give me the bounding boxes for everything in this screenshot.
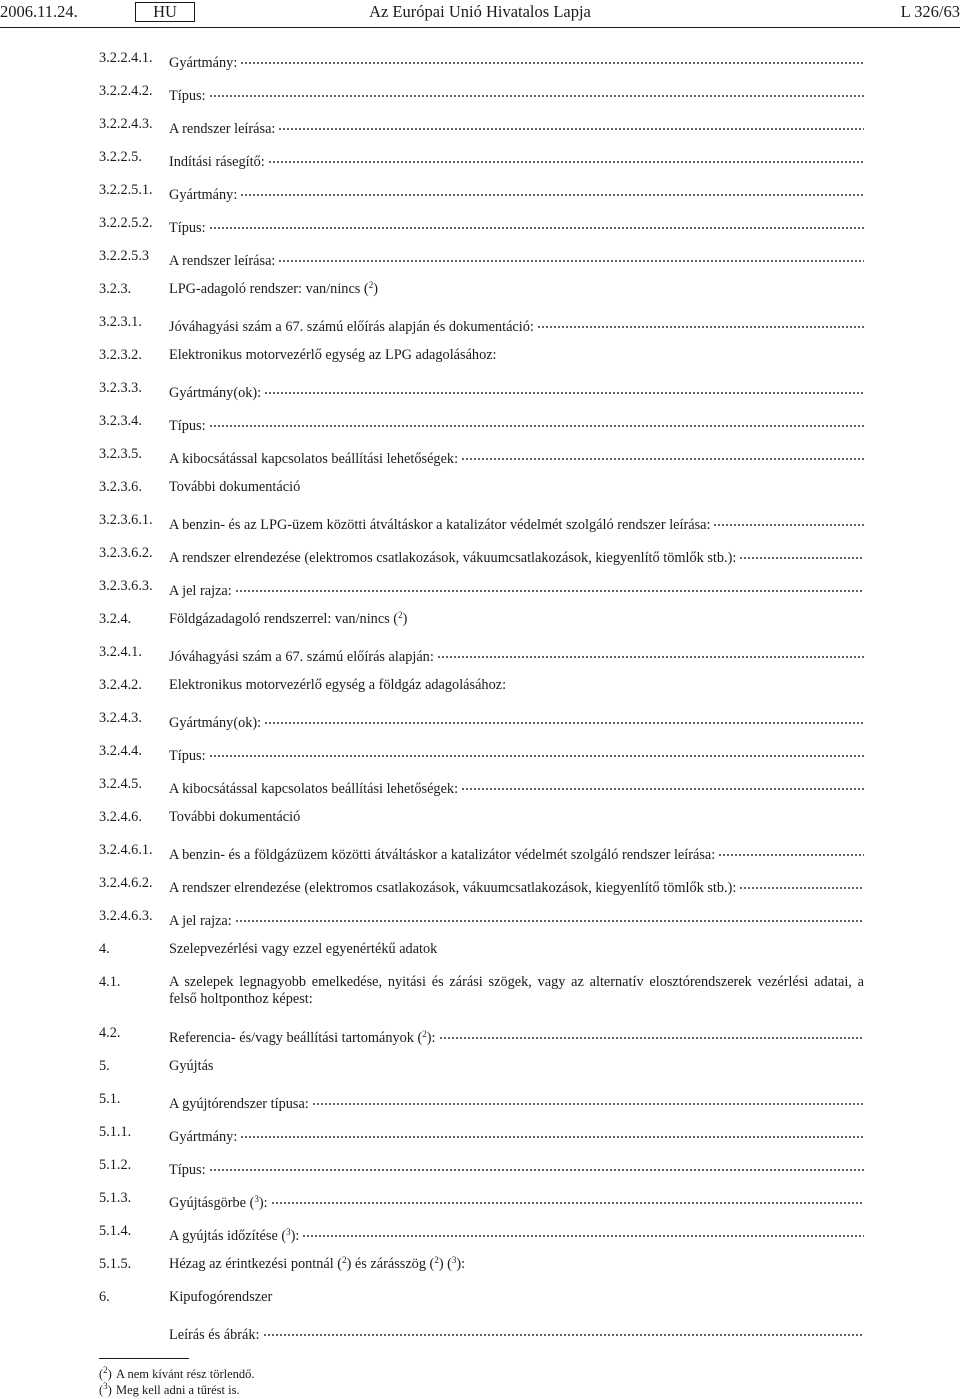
entry-label: További dokumentáció bbox=[169, 809, 301, 825]
entry-number: 3.2.4.2. bbox=[99, 677, 142, 693]
entry-label: A kibocsátással kapcsolatos beállítási lehetőségek: bbox=[169, 451, 459, 467]
dotted-fill-line bbox=[240, 50, 864, 67]
entry-number: 4. bbox=[99, 941, 110, 957]
entry-text bbox=[169, 413, 864, 435]
entry-text bbox=[169, 743, 864, 765]
entry-number: 3.2.4.6.1. bbox=[99, 842, 153, 858]
footnote-ref: 2 bbox=[103, 1365, 108, 1375]
entry-number: 3.2.3.6.1. bbox=[99, 512, 153, 528]
journal-title: Az Európai Unió Hivatalos Lapja bbox=[369, 2, 591, 21]
entry-label: Leírás és ábrák: bbox=[169, 1327, 260, 1343]
entry-label: A rendszer leírása: bbox=[169, 121, 276, 137]
footnote-rule bbox=[99, 1358, 189, 1359]
entry-text bbox=[169, 1289, 864, 1306]
entry-text bbox=[169, 809, 864, 826]
entry-label: Földgázadagoló rendszerrel: van/nincs ($^2$) bbox=[169, 610, 408, 627]
entry-label: Típus: bbox=[169, 418, 206, 434]
entry-text bbox=[169, 248, 864, 270]
entry-label: Típus: bbox=[169, 220, 206, 236]
entry-number: 6. bbox=[99, 1289, 110, 1305]
entry-text bbox=[169, 1157, 864, 1179]
entry-label: A jel rajza: bbox=[169, 583, 232, 599]
entry-number: 5.1.4. bbox=[99, 1223, 132, 1239]
dotted-fill-line bbox=[263, 1322, 864, 1339]
entry-number: 3.2.4.6. bbox=[99, 809, 142, 825]
entry-text bbox=[169, 1322, 864, 1344]
entry-label: Kipufogórendszer bbox=[169, 1289, 273, 1305]
dotted-fill-line bbox=[461, 776, 864, 793]
dotted-fill-line bbox=[278, 248, 864, 265]
entry-number: 3.2.3. bbox=[99, 281, 132, 297]
entry-label: A rendszer elrendezése (elektromos csatlakozások, vákuumcsatlakozások, kiegyenlítő tömlők stb.): bbox=[169, 550, 737, 566]
entry-number: 5.1.3. bbox=[99, 1190, 132, 1206]
entry-text bbox=[169, 1058, 864, 1075]
entry-text bbox=[169, 1190, 864, 1212]
entry-number: 3.2.3.1. bbox=[99, 314, 142, 330]
entry-label: Elektronikus motorvezérlő egység az LPG adagolásához: bbox=[169, 347, 497, 363]
dotted-fill-line bbox=[537, 314, 864, 331]
dotted-fill-line bbox=[268, 149, 864, 166]
footnote-ref: 2 bbox=[398, 610, 403, 620]
entry-number: 3.2.2.4.2. bbox=[99, 83, 153, 99]
footnote-ref: 3 bbox=[286, 1227, 291, 1237]
dotted-fill-line bbox=[718, 842, 864, 859]
entry-text bbox=[169, 380, 864, 402]
footnote-ref: 2 bbox=[434, 1255, 439, 1265]
entry-text bbox=[169, 1025, 864, 1047]
entry-label: Gyártmány: bbox=[169, 1129, 238, 1145]
entry-number: 3.2.3.6. bbox=[99, 479, 142, 495]
dotted-fill-line bbox=[264, 710, 864, 727]
entry-text bbox=[169, 215, 864, 237]
entry-text bbox=[169, 116, 864, 138]
entry-number: 3.2.4.6.2. bbox=[99, 875, 153, 891]
entry-label: Jóváhagyási szám a 67. számú előírás alapján és dokumentáció: bbox=[169, 319, 534, 335]
entry-label: A jel rajza: bbox=[169, 913, 232, 929]
dotted-fill-line bbox=[240, 182, 864, 199]
entry-label: A benzin- és az LPG-üzem közötti átváltáskor a katalizátor védelmét szolgáló rendszer leírása: bbox=[169, 517, 711, 533]
entry-text bbox=[169, 974, 864, 1008]
dotted-fill-line bbox=[461, 446, 864, 463]
footnote-number: ($^3$) bbox=[99, 1381, 112, 1397]
entry-label: A gyújtás időzítése ($^3$): bbox=[169, 1227, 300, 1244]
entry-label: Jóváhagyási szám a 67. számú előírás alapján: bbox=[169, 649, 434, 665]
entry-number: 3.2.2.5.3 bbox=[99, 248, 150, 264]
entry-label: Szelepvezérlési vagy ezzel egyenértékű adatok bbox=[169, 941, 438, 957]
entry-text bbox=[169, 1091, 864, 1113]
entry-text bbox=[169, 83, 864, 105]
entry-label: A rendszer leírása: bbox=[169, 253, 276, 269]
dotted-fill-line bbox=[209, 215, 864, 232]
entry-text bbox=[169, 281, 864, 298]
entry-number: 3.2.4.1. bbox=[99, 644, 142, 660]
entry-number: 5.1. bbox=[99, 1091, 121, 1107]
entry-label: A gyújtórendszer típusa: bbox=[169, 1096, 309, 1112]
entry-text bbox=[169, 1124, 864, 1146]
publication-date: 2006.11.24. bbox=[0, 2, 78, 21]
entry-label: Referencia- és/vagy beállítási tartományok ($^2$): bbox=[169, 1029, 436, 1046]
footnote-ref: 2 bbox=[368, 280, 374, 290]
entry-text bbox=[169, 479, 864, 496]
entry-number: 4.1. bbox=[99, 974, 121, 990]
footnote-ref: 3 bbox=[451, 1255, 457, 1265]
entry-text bbox=[169, 182, 864, 204]
entry-number: 3.2.3.3. bbox=[99, 380, 142, 396]
entry-text bbox=[169, 1223, 864, 1245]
entry-text bbox=[169, 578, 864, 600]
dotted-fill-line bbox=[439, 1025, 864, 1042]
dotted-fill-line bbox=[278, 116, 864, 133]
entry-number: 4.2. bbox=[99, 1025, 121, 1041]
entry-label: Gyártmány(ok): bbox=[169, 715, 262, 731]
entry-text bbox=[169, 644, 864, 666]
entry-number: 3.2.2.4.1. bbox=[99, 50, 153, 66]
dotted-fill-line bbox=[312, 1091, 864, 1108]
entry-label: A rendszer elrendezése (elektromos csatlakozások, vákuumcsatlakozások, kiegyenlítő tömlők stb.): bbox=[169, 880, 737, 896]
entry-number: 3.2.3.5. bbox=[99, 446, 142, 462]
dotted-fill-line bbox=[235, 908, 864, 925]
entry-label: Indítási rásegítő: bbox=[169, 154, 265, 170]
entry-label: Gyártmány(ok): bbox=[169, 385, 262, 401]
entry-text bbox=[169, 677, 864, 694]
dotted-fill-line bbox=[739, 875, 864, 892]
entry-text bbox=[169, 611, 864, 628]
entry-label: Gyújtásgörbe ($^3$): bbox=[169, 1194, 268, 1211]
entry-text bbox=[169, 710, 864, 732]
entry-number: 3.2.2.4.3. bbox=[99, 116, 153, 132]
footnote-text: Meg kell adni a tűrést is. bbox=[116, 1383, 240, 1397]
entry-number: 3.2.3.6.3. bbox=[99, 578, 153, 594]
entry-text bbox=[169, 314, 864, 336]
entry-label: Gyújtás bbox=[169, 1058, 214, 1074]
entry-number: 3.2.2.5. bbox=[99, 149, 142, 165]
entry-text bbox=[169, 512, 864, 534]
page-number: L 326/63 bbox=[900, 2, 960, 21]
entry-number: 3.2.4.5. bbox=[99, 776, 142, 792]
dotted-fill-line bbox=[209, 413, 864, 430]
entry-label: A szelepek legnagyobb emelkedése, nyitási és zárási szögek, vagy az alternatív elosztórendszerek vezérlési adatai, a felső holtponthoz képest: bbox=[169, 974, 864, 1007]
dotted-fill-line bbox=[240, 1124, 864, 1141]
entry-number: 3.2.2.5.1. bbox=[99, 182, 153, 198]
dotted-fill-line bbox=[209, 743, 864, 760]
entry-label: A benzin- és a földgázüzem közötti átváltáskor a katalizátor védelmét szolgáló rendszer leírása: bbox=[169, 847, 716, 863]
entry-number: 3.2.3.4. bbox=[99, 413, 142, 429]
entry-number: 5.1.2. bbox=[99, 1157, 132, 1173]
page-header bbox=[0, 0, 960, 26]
footnote-ref: 2 bbox=[422, 1029, 427, 1039]
entry-text bbox=[169, 347, 864, 364]
entry-text bbox=[169, 776, 864, 798]
header-rule bbox=[0, 27, 960, 28]
dotted-fill-line bbox=[235, 578, 864, 595]
entry-text bbox=[169, 50, 864, 72]
entry-label: További dokumentáció bbox=[169, 479, 301, 495]
entry-label: Típus: bbox=[169, 748, 206, 764]
entry-number: 3.2.4.3. bbox=[99, 710, 142, 726]
footnote-ref: 3 bbox=[103, 1381, 108, 1391]
footnote-item bbox=[99, 1383, 240, 1397]
entry-number: 5. bbox=[99, 1058, 110, 1074]
entry-text bbox=[169, 446, 864, 468]
entry-label: Hézag az érintkezési pontnál ($^2$) és zárásszög ($^2$) ($^3$): bbox=[169, 1255, 466, 1272]
entry-text bbox=[169, 149, 864, 171]
language-badge: HU bbox=[135, 2, 195, 22]
footnote-ref: 3 bbox=[254, 1194, 259, 1204]
dotted-fill-line bbox=[713, 512, 864, 529]
entry-number: 3.2.3.2. bbox=[99, 347, 142, 363]
dotted-fill-line bbox=[302, 1223, 864, 1240]
entry-label: Gyártmány: bbox=[169, 55, 238, 71]
dotted-fill-line bbox=[209, 1157, 864, 1174]
footnote-ref: 2 bbox=[342, 1255, 347, 1265]
dotted-fill-line bbox=[209, 83, 864, 100]
entry-number: 5.1.1. bbox=[99, 1124, 132, 1140]
entry-text bbox=[169, 1256, 864, 1273]
entry-label: Típus: bbox=[169, 1162, 206, 1178]
entry-text bbox=[169, 545, 864, 567]
entry-number: 3.2.3.6.2. bbox=[99, 545, 153, 561]
dotted-fill-line bbox=[271, 1190, 864, 1207]
footnote-number: ($^2$) bbox=[99, 1365, 112, 1381]
entry-number: 3.2.4.4. bbox=[99, 743, 142, 759]
dotted-fill-line bbox=[739, 545, 864, 562]
entry-number: 3.2.4.6.3. bbox=[99, 908, 153, 924]
entry-label: A kibocsátással kapcsolatos beállítási lehetőségek: bbox=[169, 781, 459, 797]
entry-label: Típus: bbox=[169, 88, 206, 104]
entry-number: 5.1.5. bbox=[99, 1256, 132, 1272]
entry-text bbox=[169, 842, 864, 864]
entry-number: 3.2.4. bbox=[99, 611, 132, 627]
footnote-text: A nem kívánt rész törlendő. bbox=[116, 1367, 255, 1381]
entry-label: LPG-adagoló rendszer: van/nincs ($^2$) bbox=[169, 280, 378, 297]
dotted-fill-line bbox=[437, 644, 864, 661]
entry-text bbox=[169, 908, 864, 930]
entry-label: Elektronikus motorvezérlő egység a földgáz adagolásához: bbox=[169, 677, 507, 693]
entry-label: Gyártmány: bbox=[169, 187, 238, 203]
entry-text bbox=[169, 875, 864, 897]
entry-text bbox=[169, 941, 864, 958]
dotted-fill-line bbox=[264, 380, 864, 397]
entry-number: 3.2.2.5.2. bbox=[99, 215, 153, 231]
footnote-item bbox=[99, 1367, 255, 1381]
